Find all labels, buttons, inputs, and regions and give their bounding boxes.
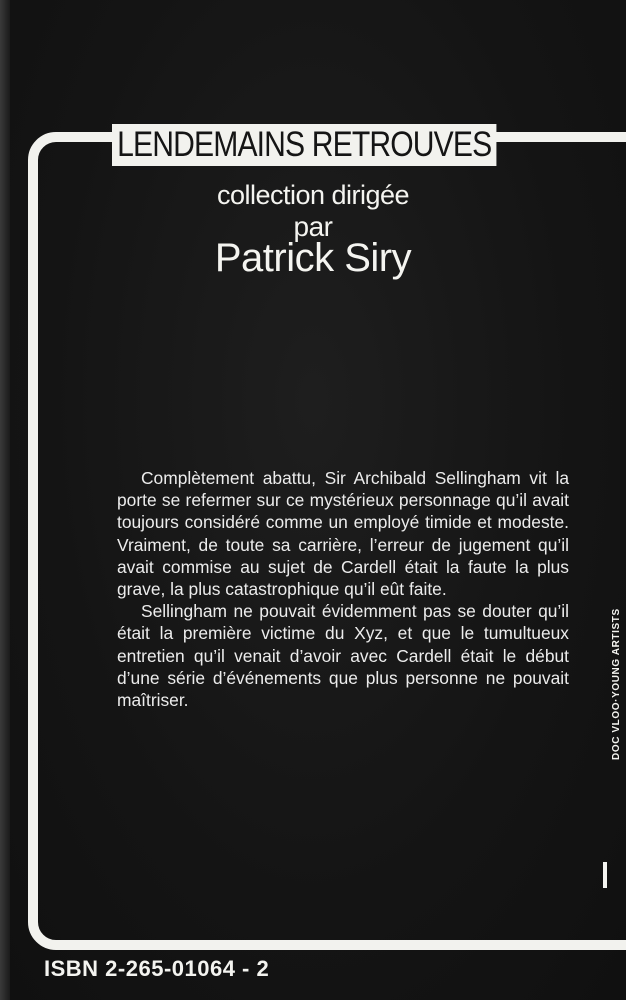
- credit-bar: [603, 862, 607, 888]
- collection-heading: [0, 180, 626, 242]
- illustration-credit: DOC VLOO·YOUNG ARTISTS: [611, 608, 622, 760]
- collection-line: collection dirigée: [216, 180, 410, 210]
- director-name: Patrick Siry: [214, 236, 412, 280]
- blurb-paragraph: Complètement abattu, Sir Archibald Sellingham vit la porte se refermer sur ce mystérieux personnage qu’il avait toujours considéré comme un employé timide et modeste. Vraiment, de toute sa carrière, l’erreur de jugement qu’il avait commise au sujet de Cardell était la faute la plus grave, la plus catastrophique qu’il eût faite.: [117, 468, 569, 600]
- isbn-number: ISBN 2-265-01064 - 2: [44, 956, 270, 981]
- series-title: LENDEMAINS RETROUVES: [112, 124, 497, 166]
- spine-edge: [0, 0, 10, 1000]
- blurb-paragraph: Sellingham ne pouvait évidemment pas se douter qu’il était la première victime du Xyz, et que le tumultueux entretien qu’il venait d’avoir avec Cardell était le début d’une série d’événements que plus personne ne pouvait maîtriser.: [117, 601, 569, 711]
- blurb-text: [117, 467, 569, 711]
- par-line: par: [293, 211, 333, 242]
